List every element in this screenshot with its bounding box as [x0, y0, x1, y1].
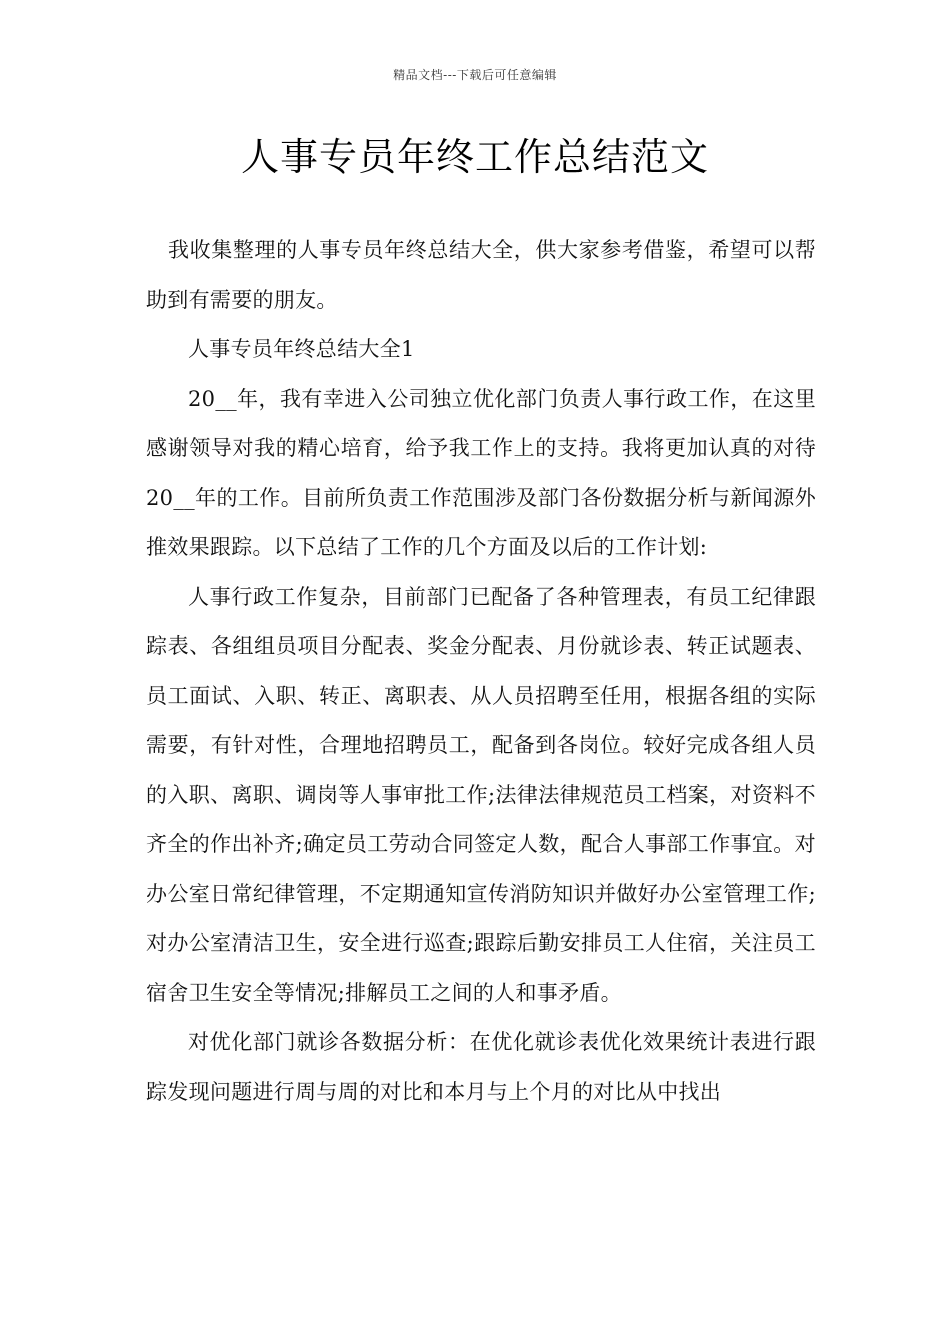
document-body: [146, 226, 816, 1117]
section-heading: 人事专员年终总结大全1: [188, 337, 415, 361]
body-paragraph: 人事行政工作复杂，目前部门已配备了各种管理表，有员工纪律跟踪表、各组组员项目分配表、奖金分配表、月份就诊表、转正试题表、员工面试、入职、转正、离职表、从人员招聘至任用，根据各组的实际需要，有针对性，合理地招聘员工，配备到各岗位。较好完成各组人员的入职、离职、调岗等人事审批工作;法律法律规范员工档案，对资料不齐全的作出补齐;确定员工劳动合同签定人数，配合人事部工作事宜。对办公室日常纪律管理，不定期通知宣传消防知识并做好办公室管理工作;对办公室清洁卫生，安全进行巡查;跟踪后勤安排员工人住宿，关注员工宿舍卫生安全等情况;排解员工之间的人和事矛盾。: [146, 584, 816, 1005]
header-note: 精品文档---下载后可任意编辑: [393, 68, 557, 82]
document-title: 人事专员年终工作总结范文: [240, 135, 709, 179]
intro-paragraph: 我收集整理的人事专员年终总结大全，供大家参考借鉴，希望可以帮助到有需要的朋友。: [146, 238, 816, 312]
body-paragraph: 对优化部门就诊各数据分析：在优化就诊表优化效果统计表进行跟踪发现问题进行周与周的对比和本月与上个月的对比从中找出: [146, 1030, 816, 1104]
body-paragraph: 20__年，我有幸进入公司独立优化部门负责人事行政工作，在这里感谢领导对我的精心培育，给予我工作上的支持。我将更加认真的对待20__年的工作。目前所负责工作范围涉及部门各份数据分析与新闻源外推效果跟踪。以下总结了工作的几个方面及以后的工作计划:: [146, 386, 816, 559]
